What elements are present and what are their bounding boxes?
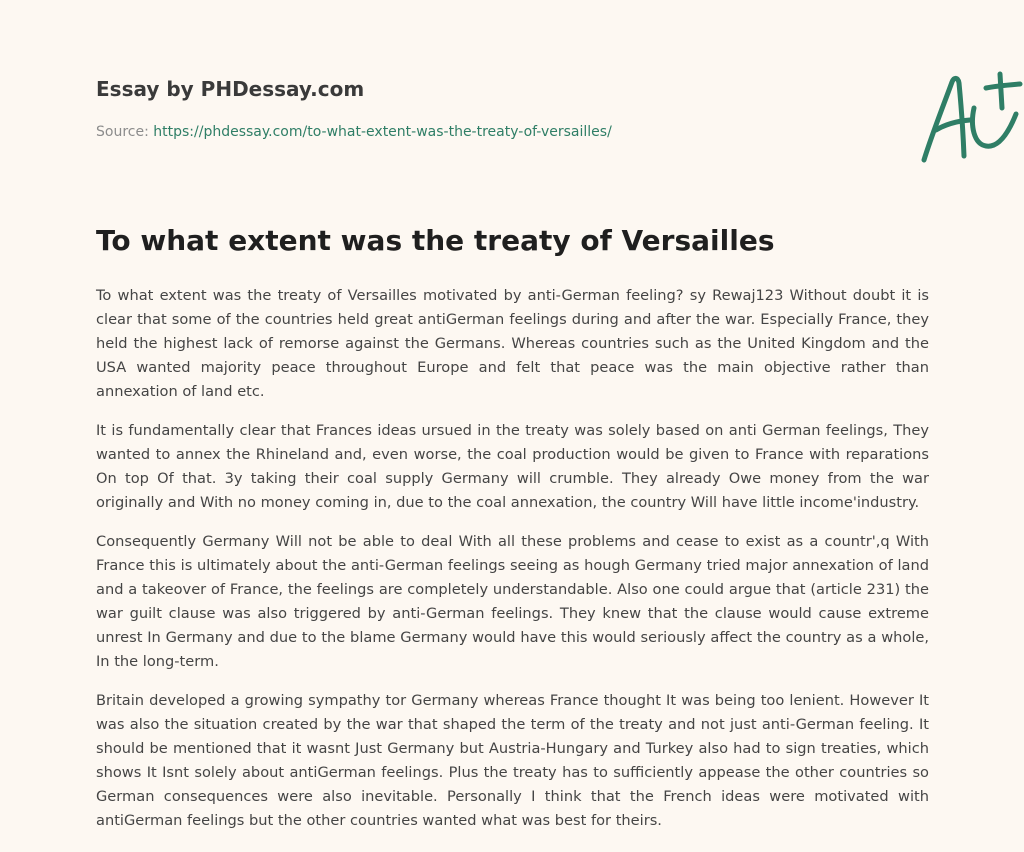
source-link[interactable]: https://phdessay.com/to-what-extent-was-the-treaty-of-versailles/ [153, 124, 612, 140]
paragraph: To what extent was the treaty of Versailles motivated by anti-German feeling? sy Rewaj123 Without doubt it is clear that some of the countries held great antiGerman feelings during and after the war. Especially France, they held the highest lack of remorse against the Germans. Whereas countries such as the United Kingdom and the USA wanted majority peace throughout Europe and felt that peace was the main objective rather than annexation of land etc. [96, 287, 929, 400]
paragraph: It is fundamentally clear that Frances ideas ursued in the treaty was solely based on anti German feelings, They wanted to annex the Rhineland and, even worse, the coal production would be given to France with reparations On top Of that. 3y taking their coal supply Germany will crumble. They already Owe money from the war originally and With no money coming in, due to the coal annexation, the country Will have little income'industry. [96, 422, 929, 511]
a-plus-logo-icon [916, 68, 1024, 164]
paragraph: Consequently Germany Will not be able to deal With all these problems and cease to exist as a countr',q With France this is ultimately about the anti-German feelings seeing as hough Germany tried major annexation of land and a takeover of France, the feelings are completely understandable. Also one could argue that (article 231) the war guilt clause was also triggered by anti-German feelings. They knew that the clause would cause extreme unrest In Germany and due to the blame Germany would have this would seriously affect the country as a whole, In the long-term. [96, 533, 929, 670]
site-brand: Essay by PHDessay.com [96, 77, 365, 101]
source-label: Source: [96, 124, 149, 140]
article-title: To what extent was the treaty of Versailles [96, 224, 775, 257]
article-body [96, 284, 929, 848]
source-line [96, 124, 612, 140]
paragraph: Britain developed a growing sympathy tor Germany whereas France thought It was being too lenient. However It was also the situation created by the war that shaped the term of the treaty and not just anti-German feeling. It should be mentioned that it wasnt Just Germany but Austria-Hungary and Turkey also had to sign treaties, which shows It Isnt solely about antiGerman feelings. Plus the treaty has to sufficiently appease the other countries so German consequences were also inevitable. Personally I think that the French ideas were motivated with antiGerman feelings but the other countries wanted what was best for theirs. [96, 692, 929, 829]
